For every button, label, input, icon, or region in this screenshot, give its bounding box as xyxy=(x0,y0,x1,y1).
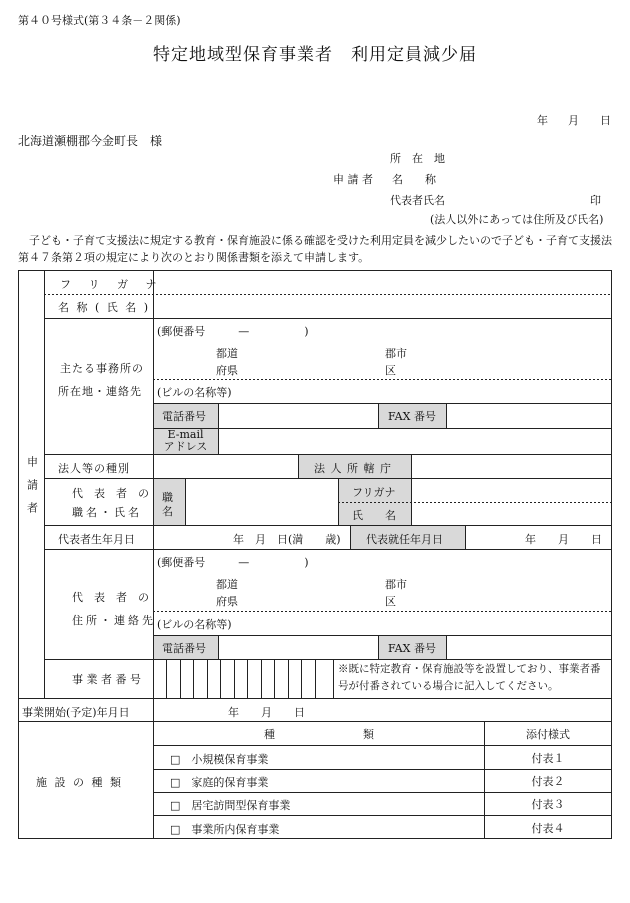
office-postal: (郵便番号 — ) xyxy=(157,325,309,338)
rep-ku: 区 xyxy=(385,595,396,608)
date-year: 年 xyxy=(537,114,548,127)
email-label: E-mail アドレス xyxy=(163,428,208,453)
rep-phone-label: 電話番号 xyxy=(162,642,206,655)
biz-no-label: 事 業 者 番 号 xyxy=(72,673,141,686)
form-number: 第４０号様式(第３４条－２関係) xyxy=(18,14,181,27)
facility-kind-label: 施 設 の 種 類 xyxy=(36,776,123,789)
rep-building: (ビルの名称等) xyxy=(157,618,232,631)
biz-no-note: ※既に特定教育・保育施設等を設置しており、事業者番号が付番されている場合に記入してください。 xyxy=(338,663,601,692)
seal-mark: 印 xyxy=(590,194,601,207)
shoku-label: 職 xyxy=(162,491,173,504)
name-label: 名 称 xyxy=(392,173,436,186)
office-phone-label: 電話番号 xyxy=(162,410,206,423)
corp-office-label: 法 人 所 轄 庁 xyxy=(314,462,392,475)
facility-option-1[interactable]: □ 小規模保育事業 xyxy=(170,753,269,766)
rep-postal: (郵便番号 — ) xyxy=(157,556,309,569)
rep-label: 代表者氏名 xyxy=(390,194,445,207)
facility-attach-4: 付表４ xyxy=(531,821,565,835)
facility-option-3[interactable]: □ 居宅訪問型保育事業 xyxy=(170,799,291,812)
kind-header: 種 類 xyxy=(264,727,374,741)
facility-attach-2: 付表２ xyxy=(531,775,565,788)
name-row-label: 名 称 ( 氏 名 ) xyxy=(58,301,151,314)
rep-fuken: 府県 xyxy=(216,595,238,608)
applicant-side-label: 申請者 xyxy=(25,455,39,525)
rep-gunshi: 郡市 xyxy=(385,578,407,591)
applicant-label: 申 請 者 xyxy=(333,173,373,186)
rep-start-date: 年 月 日 xyxy=(525,533,602,546)
start-biz-date: 年 月 日 xyxy=(228,706,305,719)
facility-attach-3: 付表３ xyxy=(531,798,565,811)
mei-label: 名 xyxy=(162,505,173,518)
date-day: 日 xyxy=(600,114,611,127)
facility-option-4[interactable]: □ 事業所内保育事業 xyxy=(170,823,280,836)
rep-addr-label-1: 代 表 者 の xyxy=(72,591,149,604)
corp-type-label: 法人等の種別 xyxy=(58,462,130,475)
rep-birth-date: 年 月 日(満 歳) xyxy=(233,533,341,546)
facility-attach-1: 付表１ xyxy=(531,751,565,765)
facility-option-2[interactable]: □ 家庭的保育事業 xyxy=(170,776,269,789)
office-fuken: 府県 xyxy=(216,364,238,377)
start-biz-label: 事業開始(予定)年月日 xyxy=(22,706,130,719)
office-label-2: 所在地・連絡先 xyxy=(58,385,142,398)
rep-name-label: 氏 名 xyxy=(352,509,396,522)
addressee: 北海道瀬棚郡今金町長 様 xyxy=(18,134,163,148)
office-todou: 都道 xyxy=(216,347,238,360)
office-fax-label: FAX 番号 xyxy=(388,410,436,423)
rep-birth-label: 代表者生年月日 xyxy=(58,533,135,546)
attach-header: 添付様式 xyxy=(526,727,570,741)
page-title: 特定地域型保育事業者 利用定員減少届 xyxy=(153,45,477,65)
furigana-label: フ リ ガ ナ xyxy=(60,278,164,291)
rep-fax-label: FAX 番号 xyxy=(388,642,436,655)
rep-start-label: 代表就任年月日 xyxy=(366,533,443,546)
corp-note: (法人以外にあっては住所及び氏名) xyxy=(430,213,604,226)
office-ku: 区 xyxy=(385,364,396,377)
rep-title-label-1: 代 表 者 の xyxy=(72,487,149,500)
rep-addr-label-2: 住所・連絡先 xyxy=(72,614,156,627)
office-gunshi: 郡市 xyxy=(385,347,407,360)
date-month: 月 xyxy=(568,114,579,127)
office-building: (ビルの名称等) xyxy=(157,386,232,399)
rep-todou: 都道 xyxy=(216,578,238,591)
office-label-1: 主たる事務所の xyxy=(60,362,144,375)
intro-text: 子ども・子育て支援法に規定する教育・保育施設に係る確認を受けた利用定員を減少したいので子ども・子育て支援法第４７条第２項の規定により次のとおり関係書類を添えて申請します。 xyxy=(18,234,612,264)
rep-furigana-label: フリガナ xyxy=(352,486,396,499)
rep-title-label-2: 職名・氏名 xyxy=(72,506,142,519)
address-label: 所 在 地 xyxy=(390,152,445,165)
